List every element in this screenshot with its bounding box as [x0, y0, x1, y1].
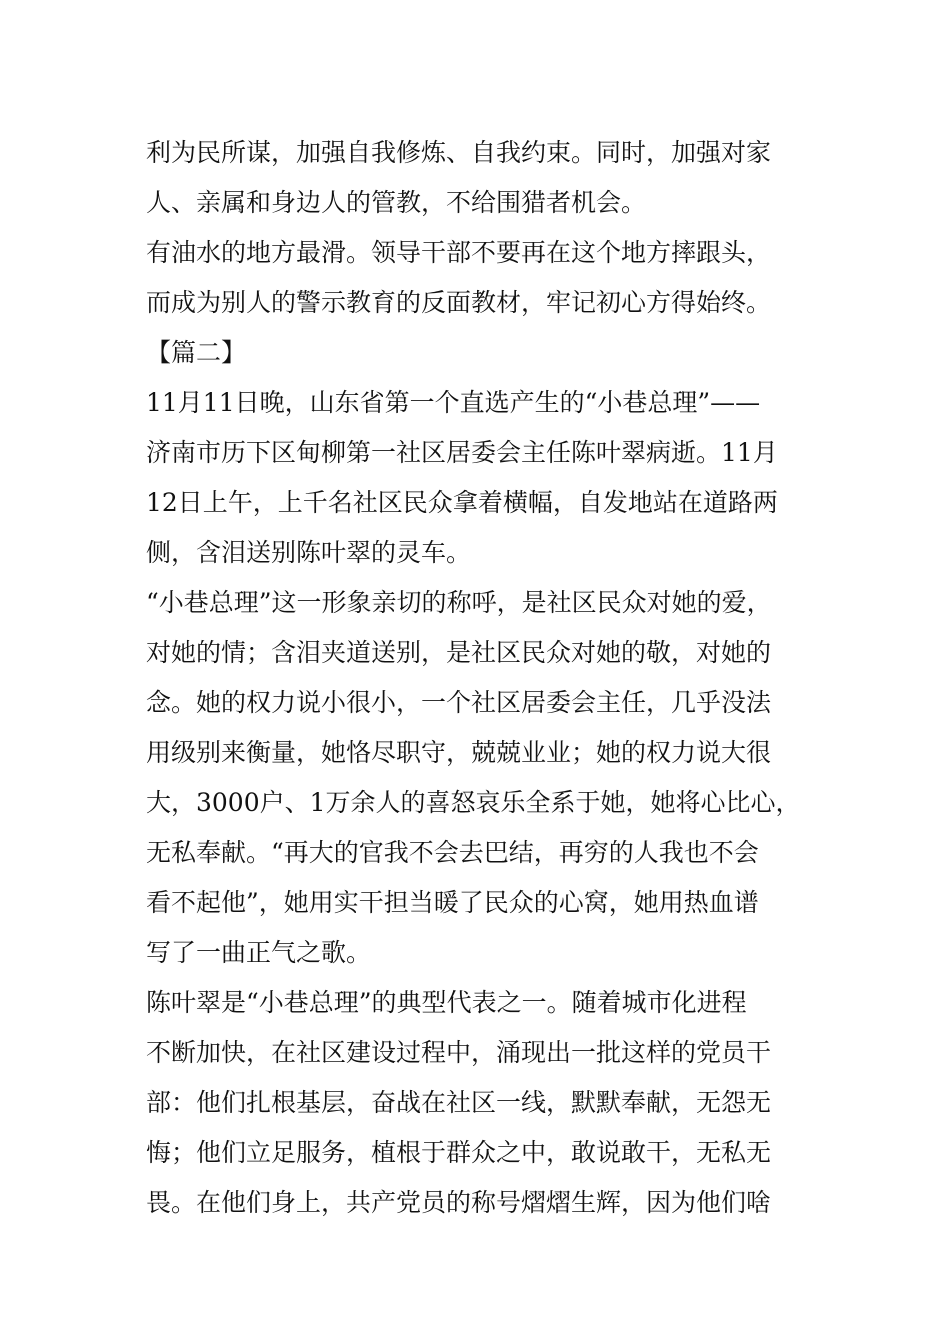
- text-line: 无私奉献。“再大的官我不会去巴结，再穷的人我也不会: [146, 838, 759, 867]
- text-line: 陈叶翠是“小巷总理”的典型代表之一。随着城市化进程: [146, 988, 747, 1017]
- text-line: 济南市历下区甸柳第一社区居委会主任陈叶翠病逝。11月: [146, 438, 778, 467]
- document-body: [146, 128, 826, 1228]
- text-line: 对她的情；含泪夹道送别，是社区民众对她的敬，对她的: [146, 638, 772, 667]
- text-line: 看不起他”，她用实干担当暖了民众的心窝，她用热血谱: [146, 888, 759, 917]
- text-line: 畏。在他们身上，共产党员的称号熠熠生辉，因为他们啥: [146, 1188, 772, 1217]
- text-line: 悔；他们立足服务，植根于群众之中，敢说敢干，无私无: [146, 1138, 772, 1167]
- text-line: 不断加快，在社区建设过程中，涌现出一批这样的党员干: [146, 1038, 772, 1067]
- text-line: 写了一曲正气之歌。: [146, 938, 372, 967]
- text-line: 有油水的地方最滑。领导干部不要再在这个地方摔跟头，: [146, 238, 772, 267]
- text-line: 而成为别人的警示教育的反面教材，牢记初心方得始终。: [146, 288, 772, 317]
- text-line: 侧，含泪送别陈叶翠的灵车。: [146, 538, 472, 567]
- text-line: 念。她的权力说小很小，一个社区居委会主任，几乎没法: [146, 688, 772, 717]
- text-line: “小巷总理”这一形象亲切的称呼，是社区民众对她的爱，: [146, 588, 772, 617]
- text-line: 部：他们扎根基层，奋战在社区一线，默默奉献，无怨无: [146, 1088, 772, 1117]
- text-line: 大，3000户、1万余人的喜怒哀乐全系于她，她将心比心，: [146, 788, 801, 817]
- text-line: 利为民所谋，加强自我修炼、自我约束。同时，加强对家: [146, 138, 772, 167]
- section-heading: 【篇二】: [146, 338, 247, 367]
- text-line: 11月11日晚，山东省第一个直选产生的“小巷总理”——: [146, 388, 761, 417]
- text-line: 用级别来衡量，她恪尽职守，兢兢业业；她的权力说大很: [146, 738, 772, 767]
- text-line: 12日上午，上千名社区民众拿着横幅，自发地站在道路两: [146, 488, 778, 517]
- text-line: 人、亲属和身边人的管教，不给围猎者机会。: [146, 188, 647, 217]
